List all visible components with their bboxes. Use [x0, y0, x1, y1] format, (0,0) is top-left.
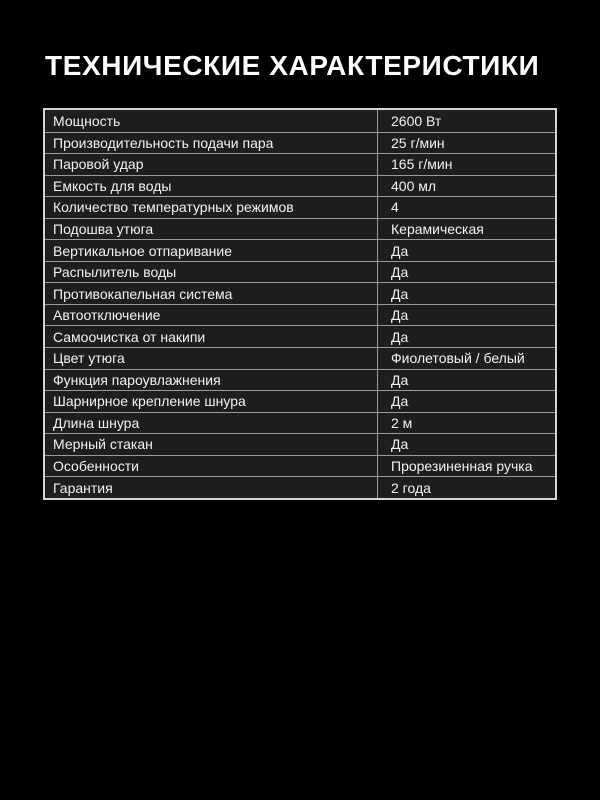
spec-value: Да	[378, 283, 555, 304]
spec-name: Распылитель воды	[45, 262, 378, 283]
table-row	[45, 218, 555, 240]
spec-value: Керамическая	[378, 219, 555, 240]
spec-name: Мощность	[45, 110, 378, 132]
spec-value: 165 г/мин	[378, 154, 555, 175]
spec-value: 4	[378, 197, 555, 218]
spec-value: Да	[378, 434, 555, 455]
spec-value: Да	[378, 305, 555, 326]
spec-value: Да	[378, 326, 555, 347]
spec-table	[43, 108, 557, 500]
spec-name: Особенности	[45, 456, 378, 477]
spec-value: Да	[378, 391, 555, 412]
spec-value: Да	[378, 240, 555, 261]
spec-value: 25 г/мин	[378, 133, 555, 154]
table-row	[45, 175, 555, 197]
spec-value: Фиолетовый / белый	[378, 348, 555, 369]
table-row	[45, 261, 555, 283]
table-row	[45, 282, 555, 304]
spec-name: Количество температурных режимов	[45, 197, 378, 218]
spec-name: Емкость для воды	[45, 176, 378, 197]
spec-name: Мерный стакан	[45, 434, 378, 455]
table-row	[45, 347, 555, 369]
spec-value: Да	[378, 370, 555, 391]
spec-value: 2600 Вт	[378, 110, 555, 132]
table-row	[45, 110, 555, 132]
table-row	[45, 196, 555, 218]
table-row	[45, 153, 555, 175]
spec-name: Длина шнура	[45, 413, 378, 434]
spec-value: Да	[378, 262, 555, 283]
spec-name: Автоотключение	[45, 305, 378, 326]
spec-value: Прорезиненная ручка	[378, 456, 555, 477]
table-row	[45, 455, 555, 477]
table-row	[45, 476, 555, 498]
table-row	[45, 433, 555, 455]
spec-name: Гарантия	[45, 477, 378, 498]
spec-value: 2 м	[378, 413, 555, 434]
page-title: ТЕХНИЧЕСКИЕ ХАРАКТЕРИСТИКИ	[45, 50, 540, 81]
spec-name: Подошва утюга	[45, 219, 378, 240]
table-row	[45, 412, 555, 434]
spec-name: Функция пароувлажнения	[45, 370, 378, 391]
table-row	[45, 325, 555, 347]
table-row	[45, 390, 555, 412]
table-row	[45, 132, 555, 154]
table-row	[45, 369, 555, 391]
spec-name: Вертикальное отпаривание	[45, 240, 378, 261]
spec-name: Производительность подачи пара	[45, 133, 378, 154]
spec-name: Самоочистка от накипи	[45, 326, 378, 347]
spec-name: Цвет утюга	[45, 348, 378, 369]
table-row	[45, 239, 555, 261]
spec-name: Паровой удар	[45, 154, 378, 175]
spec-value: 2 года	[378, 477, 555, 498]
spec-value: 400 мл	[378, 176, 555, 197]
spec-name: Противокапельная система	[45, 283, 378, 304]
spec-name: Шарнирное крепление шнура	[45, 391, 378, 412]
table-row	[45, 304, 555, 326]
